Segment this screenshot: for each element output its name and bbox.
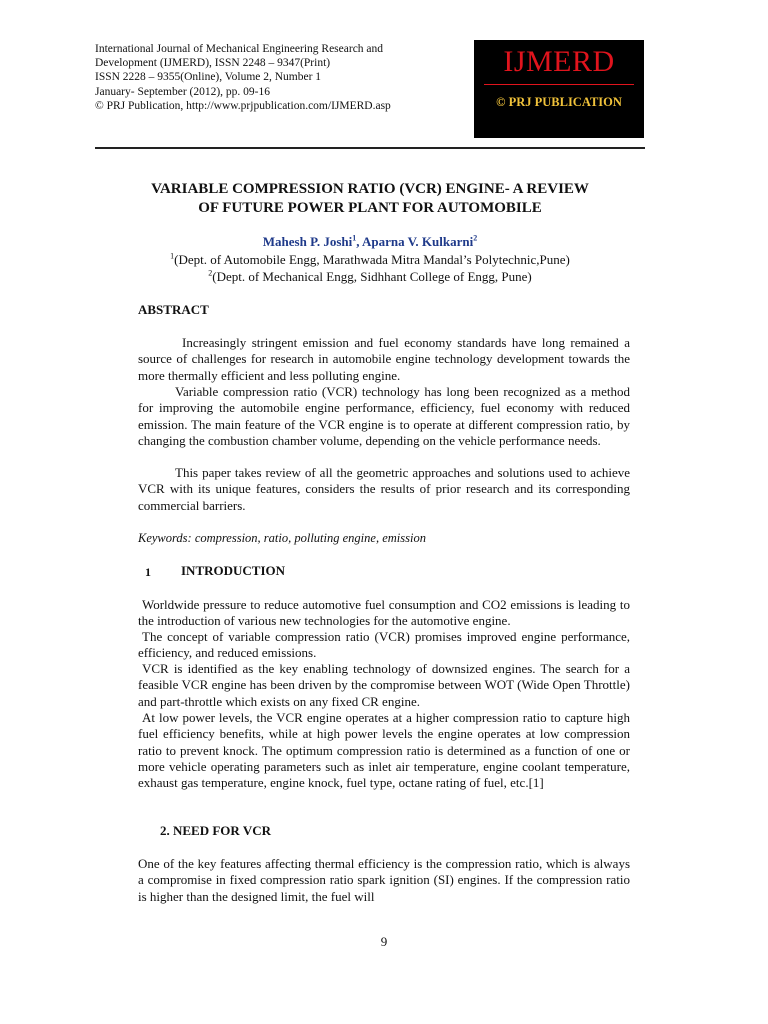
abstract-heading: ABSTRACT — [138, 302, 209, 317]
abstract-paragraph: Increasingly stringent emission and fuel economy standards have long remained a source of challenges for research in automobile engine technology development towards the more thermally efficient and less polluting engine. — [138, 335, 630, 383]
author-separator: , — [356, 234, 363, 249]
journal-line: ISSN 2228 – 9355(Online), Volume 2, Number 1 — [95, 71, 322, 84]
logo-divider — [484, 84, 634, 85]
title-line: VARIABLE COMPRESSION RATIO (VCR) ENGINE- A REVIEW — [151, 181, 589, 197]
logo-publisher: © PRJ PUBLICATION — [496, 95, 622, 109]
title-line: OF FUTURE POWER PLANT FOR AUTOMOBILE — [198, 200, 542, 216]
affiliation-2 — [95, 269, 645, 285]
body-paragraph: One of the key features affecting thermal efficiency is the compression ratio, which is always a compromise in fixed compression ratio spark ignition (SI) engines. If the compression ratio is higher than the designed limit, the fuel will — [138, 856, 630, 904]
affiliation-1 — [95, 252, 645, 268]
author-name: Aparna V. Kulkarni — [362, 234, 474, 249]
header-rule — [95, 147, 645, 149]
journal-line: Development (IJMERD), ISSN 2248 – 9347(Print) — [95, 57, 331, 70]
author-sup: 1 — [352, 233, 357, 243]
body-paragraph: At low power levels, the VCR engine operates at a higher compression ratio to capture high fuel efficiency benefits, while at high power levels the engine operates at low compression ratio to prevent knock. The optimum compression ratio is determined as a function of one or more vehicle operating parameters such as inlet air temperature, engine coolant temperature, exhaust gas temperature, engine knock, fuel type, octane rating of fuel, etc.[1] — [138, 710, 630, 791]
journal-line: January- September (2012), pp. 09-16 — [95, 85, 271, 98]
affiliation-sup: 1 — [170, 251, 175, 261]
affiliation-text: (Dept. of Automobile Engg, Marathwada Mitra Mandal’s Polytechnic,Pune) — [174, 252, 570, 267]
page-number: 9 — [380, 934, 388, 949]
keywords: Keywords: compression, ratio, polluting engine, emission — [138, 531, 426, 545]
logo-title: IJMERD — [503, 45, 615, 78]
paper-title — [95, 180, 645, 218]
journal-line: International Journal of Mechanical Engineering Research and — [95, 43, 384, 55]
section-heading: INTRODUCTION — [181, 563, 286, 578]
body-paragraph: Worldwide pressure to reduce automotive fuel consumption and CO2 emissions is leading to the introduction of various new technologies for the automotive engine. — [138, 597, 630, 629]
journal-logo — [474, 40, 644, 138]
affiliation-text: (Dept. of Mechanical Engg, Sidhhant College of Engg, Pune) — [212, 269, 532, 284]
section-number: 1 — [145, 565, 151, 579]
abstract-paragraph: This paper takes review of all the geometric approaches and solutions used to achieve VCR with its unique features, considers the results of prior research and its corresponding commercial barriers. — [138, 465, 630, 513]
journal-line: © PRJ Publication, http://www.prjpublication.com/IJMERD.asp — [95, 99, 391, 112]
body-paragraph: VCR is identified as the key enabling technology of downsized engines. The search for a feasible VCR engine has been driven by the compromise between WOT (Wide Open Throttle) and part-throttle which exists on any fixed CR engine. — [138, 661, 630, 709]
affiliation-sup: 2 — [208, 268, 213, 278]
author-list — [95, 234, 645, 250]
author-sup: 2 — [473, 233, 478, 243]
section-heading: 2. NEED FOR VCR — [160, 823, 271, 838]
author-name: Mahesh P. Joshi — [262, 234, 353, 249]
body-paragraph: The concept of variable compression ratio (VCR) promises improved engine performance, efficiency, and reduced emissions. — [138, 629, 630, 661]
abstract-paragraph: Variable compression ratio (VCR) technology has long been recognized as a method for improving the automobile engine performance, efficiency, fuel economy with reduced emission. The main feature of the VCR engine is to operate at different compression ratio, by changing the combustion chamber volume, depending on the vehicle performance needs. — [138, 384, 630, 448]
journal-info — [95, 42, 465, 113]
